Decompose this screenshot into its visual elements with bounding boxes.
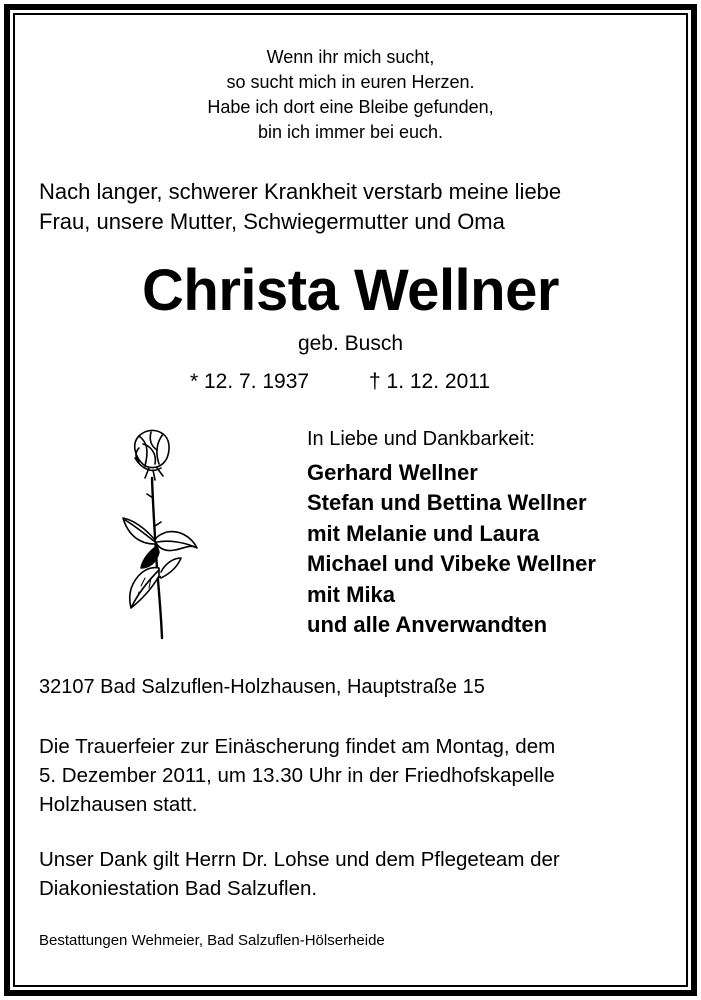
- verse-line: Habe ich dort eine Bleibe gefunden,: [207, 97, 494, 117]
- mourner-name: Gerhard Wellner: [307, 460, 478, 485]
- birth-date: * 12. 7. 1937: [190, 370, 310, 393]
- ceremony-line: Holzhausen statt.: [39, 793, 198, 816]
- maiden-name: geb. Busch: [297, 332, 404, 355]
- mourner-name: und alle Anverwandten: [307, 612, 548, 638]
- family-intro: In Liebe und Dankbarkeit:: [307, 428, 535, 450]
- mourner-name: Stefan und Bettina Wellner: [307, 490, 587, 516]
- intro-line: Nach langer, schwerer Krankheit verstarb meine liebe: [39, 179, 562, 204]
- verse-line: bin ich immer bei euch.: [257, 122, 444, 142]
- thanks-text: [39, 845, 560, 903]
- ceremony-line: 5. Dezember 2011, um 13.30 Uhr in der Friedhofskapelle: [39, 764, 555, 787]
- thanks-line: Diakoniestation Bad Salzuflen.: [39, 877, 318, 900]
- ceremony-line: Die Trauerfeier zur Einäscherung findet am Montag, dem: [39, 735, 556, 758]
- mourner-name: mit Mika: [307, 581, 396, 607]
- family-address: 32107 Bad Salzuflen-Holzhausen, Hauptstraße 15: [39, 676, 485, 698]
- death-date: † 1. 12. 2011: [369, 370, 491, 393]
- mourners-list: [307, 458, 596, 640]
- rose-icon: [115, 428, 205, 640]
- verse-line: Wenn ihr mich sucht,: [266, 47, 435, 67]
- verse-line: so sucht mich in euren Herzen.: [226, 72, 475, 92]
- deceased-name: Christa Wellner: [142, 258, 559, 323]
- memorial-verse: [0, 45, 701, 145]
- death-announcement-text: [39, 177, 561, 237]
- funeral-ceremony-text: [39, 732, 555, 819]
- thanks-line: Unser Dank gilt Herrn Dr. Lohse und dem Pflegeteam der: [39, 848, 560, 871]
- mourner-name: Michael und Vibeke Wellner: [307, 551, 596, 577]
- intro-line: Frau, unsere Mutter, Schwiegermutter und Oma: [39, 209, 505, 234]
- mourner-name: mit Melanie und Laura: [307, 520, 540, 546]
- funeral-home: Bestattungen Wehmeier, Bad Salzuflen-Hölserheide: [39, 932, 385, 949]
